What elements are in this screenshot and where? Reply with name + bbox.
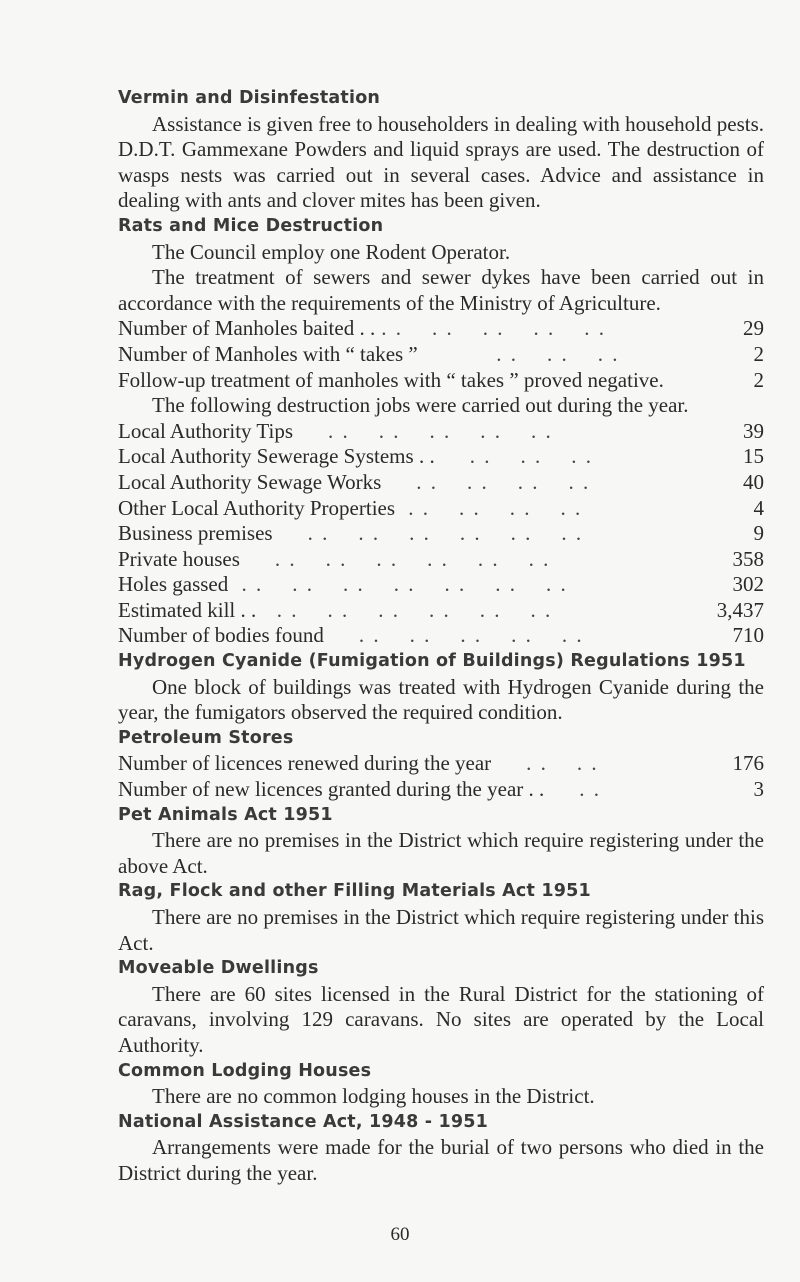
section-heading-lodging-houses: Common Lodging Houses [118, 1060, 372, 1081]
leader-dots: . . [550, 777, 602, 802]
stat-label: Number of bodies found [118, 623, 324, 648]
leader-dots: . . . . [497, 751, 599, 776]
stat-value: 9 [753, 521, 764, 546]
paragraph-moveable-dwellings: There are 60 sites licensed in the Rural District for the stationing of caravans, involving 129 caravans. No sites are operated by the Local Authority. [118, 981, 764, 1057]
stat-label: Holes gassed [118, 572, 229, 597]
leader-dots: . . . . . . . . . . . . [245, 546, 551, 571]
stat-label: Local Authority Sewerage Systems . . [118, 444, 435, 469]
paragraph-sewer-treatment: The treatment of sewers and sewer dykes have been carried out in accordance with the requirements of the Ministry of Agriculture. [118, 265, 764, 315]
list-item [118, 623, 764, 649]
paragraph-rodent-operator: The Council employ one Rodent Operator. [152, 239, 511, 264]
stat-value: 358 [732, 546, 764, 571]
stat-value: 15 [743, 444, 764, 469]
list-item [118, 444, 764, 470]
stat-row-manholes-takes [118, 342, 764, 368]
list-item [118, 572, 764, 598]
stat-row-new-licences [118, 777, 764, 803]
stat-label: Follow-up treatment of manholes with “ takes ” proved negative. [118, 367, 664, 392]
stat-label: Number of Manholes baited . . [118, 316, 376, 341]
stat-row-followup [118, 368, 764, 394]
leader-dots: . . . . . . . . . . [329, 623, 584, 648]
leader-dots: . . . . . . . . . . . . . . [234, 572, 568, 597]
paragraph-national-assistance: Arrangements were made for the burial of two persons who died in the District during the year. [118, 1135, 764, 1185]
stat-value: 3,437 [716, 597, 764, 622]
stat-label: Number of Manholes with “ takes ” [118, 341, 418, 366]
stat-value: 710 [732, 623, 764, 648]
leader-dots: . . . . . . . . . . [299, 418, 553, 443]
section-heading-national-assistance: National Assistance Act, 1948 - 1951 [118, 1111, 489, 1132]
paragraph-hydrogen-cyanide: One block of buildings was treated with Hydrogen Cyanide during the year, the fumigators observed the required condition. [118, 674, 764, 725]
leader-dots: . . . . . . . . [387, 469, 591, 494]
paragraph-rag-flock: There are no premises in the District which require registering under this Act. [118, 905, 764, 955]
section-heading-rats: Rats and Mice Destruction [118, 215, 384, 236]
leader-dots: . . . . . . . . . . [381, 316, 606, 341]
stat-label: Local Authority Sewage Works [118, 469, 382, 494]
stat-label: Number of new licences granted during the year . . [118, 777, 545, 802]
stat-value: 40 [743, 469, 764, 494]
stat-value: 302 [732, 572, 764, 597]
stat-label: Private houses [118, 546, 240, 571]
stat-row-manholes-baited [118, 316, 764, 342]
paragraph-lodging-houses: There are no common lodging houses in the District. [152, 1084, 595, 1109]
stat-value: 4 [753, 495, 764, 520]
list-item [118, 470, 764, 496]
paragraph-vermin: Assistance is given free to householders in dealing with household pests. D.D.T. Gammexane Powders and liquid sprays are used. The destruction of wasps nests was carried out in several cases. Advice and assistance in dealing with ants and clover mites has been given. [118, 111, 764, 213]
list-item [118, 496, 764, 522]
stat-value: 3 [753, 777, 764, 802]
leader-dots: . . . . . . . . . . . . [262, 597, 553, 622]
stat-label: Local Authority Tips [118, 418, 294, 443]
jobs-list [118, 419, 764, 649]
list-item [118, 521, 764, 547]
paragraph-pet-animals: There are no premises in the District which require registering under the above Act. [118, 828, 764, 878]
stat-value: 2 [753, 341, 764, 366]
paragraph-jobs-intro: The following destruction jobs were carried out during the year. [152, 393, 689, 418]
leader-dots: . . . . . . [423, 341, 620, 366]
section-heading-pet-animals: Pet Animals Act 1951 [118, 804, 333, 825]
section-heading-rag-flock: Rag, Flock and other Filling Materials Act 1951 [118, 881, 591, 902]
section-heading-vermin: Vermin and Disinfestation [118, 88, 381, 108]
stat-label: Business premises [118, 521, 273, 546]
section-heading-moveable-dwellings: Moveable Dwellings [118, 958, 319, 979]
section-heading-hydrogen-cyanide: Hydrogen Cyanide (Fumigation of Buildings) Regulations 1951 [118, 651, 746, 672]
stat-row-licences-renewed [118, 751, 764, 777]
page-number: 60 [390, 1224, 410, 1245]
stat-value: 2 [753, 367, 764, 392]
list-item [118, 598, 764, 624]
document-body [118, 86, 764, 1187]
stat-label: Number of licences renewed during the year [118, 751, 492, 776]
list-item [118, 547, 764, 573]
stat-value: 29 [743, 316, 764, 341]
leader-dots: . . . . . . [440, 444, 593, 469]
leader-dots: . . . . . . . . [401, 495, 583, 520]
stat-value: 176 [732, 751, 764, 776]
stat-value: 39 [743, 418, 764, 443]
section-heading-petroleum: Petroleum Stores [118, 727, 294, 748]
list-item [118, 419, 764, 445]
leader-dots: . . . . . . . . . . . . [278, 521, 584, 546]
stat-label: Other Local Authority Properties [118, 495, 396, 520]
stat-label: Estimated kill . . [118, 597, 257, 622]
